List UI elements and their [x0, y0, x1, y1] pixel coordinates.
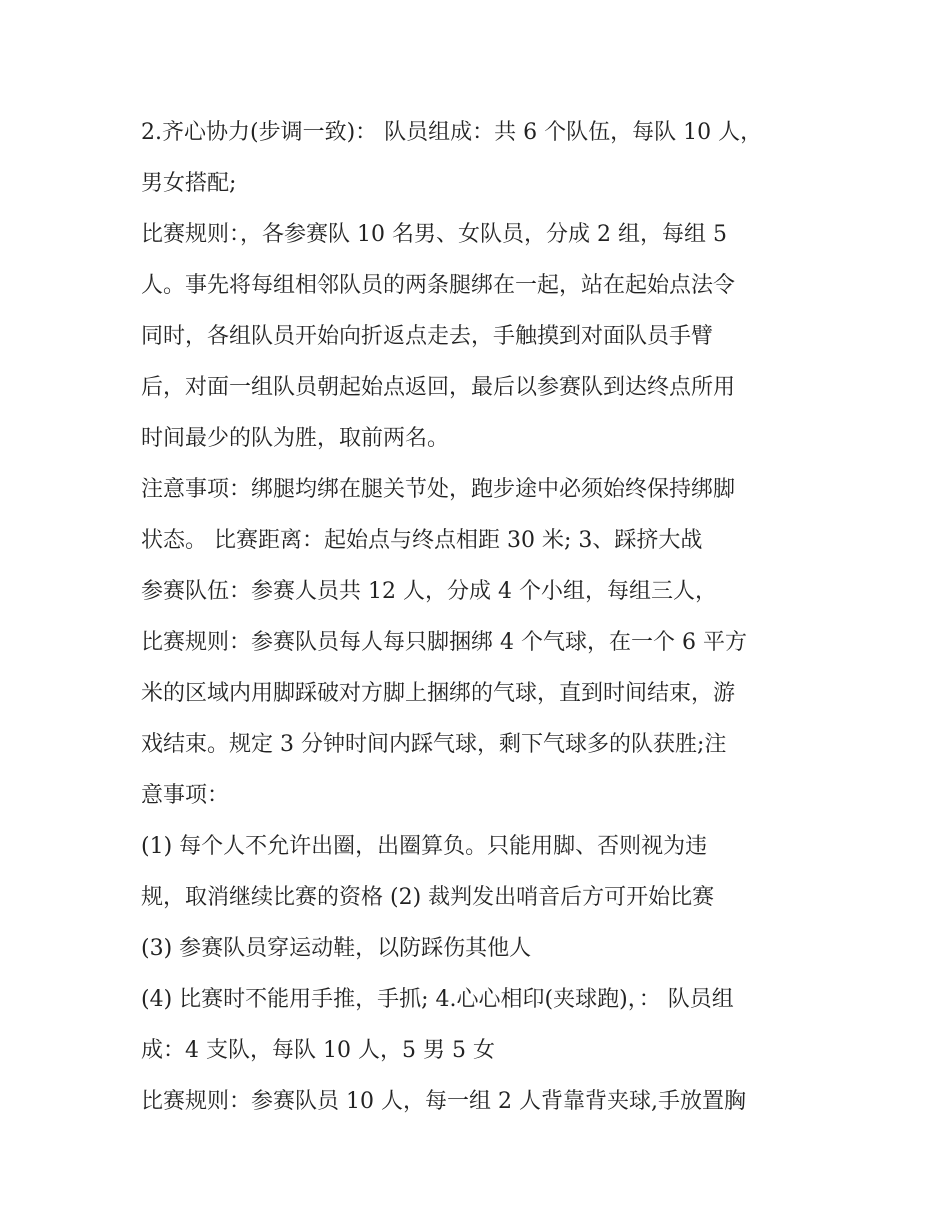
text-line: 后，对面一组队员朝起始点返回，最后以参赛队到达终点所用 [141, 375, 736, 400]
text-line: 参赛队伍：参赛人员共 12 人，分成 4 个小组，每组三人， [141, 579, 717, 604]
text-line: 意事项： [141, 783, 230, 808]
text-line: (4) 比赛时不能用手推，手抓; 4.心心相印(夹球跑)，： 队员组 [141, 987, 734, 1012]
text-line: 注意事项：绑腿均绑在腿关节处，跑步途中必须始终保持绑脚 [141, 477, 736, 502]
text-line: 规，取消继续比赛的资格 (2) 裁判发出哨音后方可开始比赛 [141, 885, 715, 910]
text-line: 同时，各组队员开始向折返点走去，手触摸到对面队员手臂 [141, 324, 714, 349]
text-line: 2.齐心协力(步调一致)： 队员组成：共 6 个队伍，每队 10 人， [141, 120, 763, 145]
text-line: 人。事先将每组相邻队员的两条腿绑在一起，站在起始点法令 [141, 273, 736, 298]
text-line: 比赛规则：，各参赛队 10 名男、女队员，分成 2 组，每组 5 [141, 222, 727, 247]
text-line: 时间最少的队为胜，取前两名。 [141, 426, 450, 451]
text-line: 比赛规则：参赛队员 10 人，每一组 2 人背靠背夹球,手放置胸 [141, 1089, 746, 1114]
text-line: 戏结束。规定 3 分钟时间内踩气球，剩下气球多的队获胜;注 [141, 732, 727, 757]
text-line: 状态。 比赛距离：起始点与终点相距 30 米; 3、踩挤大战 [141, 528, 703, 553]
text-line: (3) 参赛队员穿运动鞋，以防踩伤其他人 [141, 936, 532, 961]
text-line: 成：4 支队，每队 10 人，5 男 5 女 [141, 1038, 495, 1063]
text-line: 男女搭配; [141, 171, 237, 196]
text-line: (1) 每个人不允许出圈，出圈算负。只能用脚、否则视为违 [141, 834, 708, 859]
text-line: 比赛规则：参赛队员每人每只脚捆绑 4 个气球，在一个 6 平方 [141, 630, 747, 655]
text-line: 米的区域内用脚踩破对方脚上捆绑的气球，直到时间结束，游 [141, 681, 736, 706]
document-body [141, 107, 821, 1127]
